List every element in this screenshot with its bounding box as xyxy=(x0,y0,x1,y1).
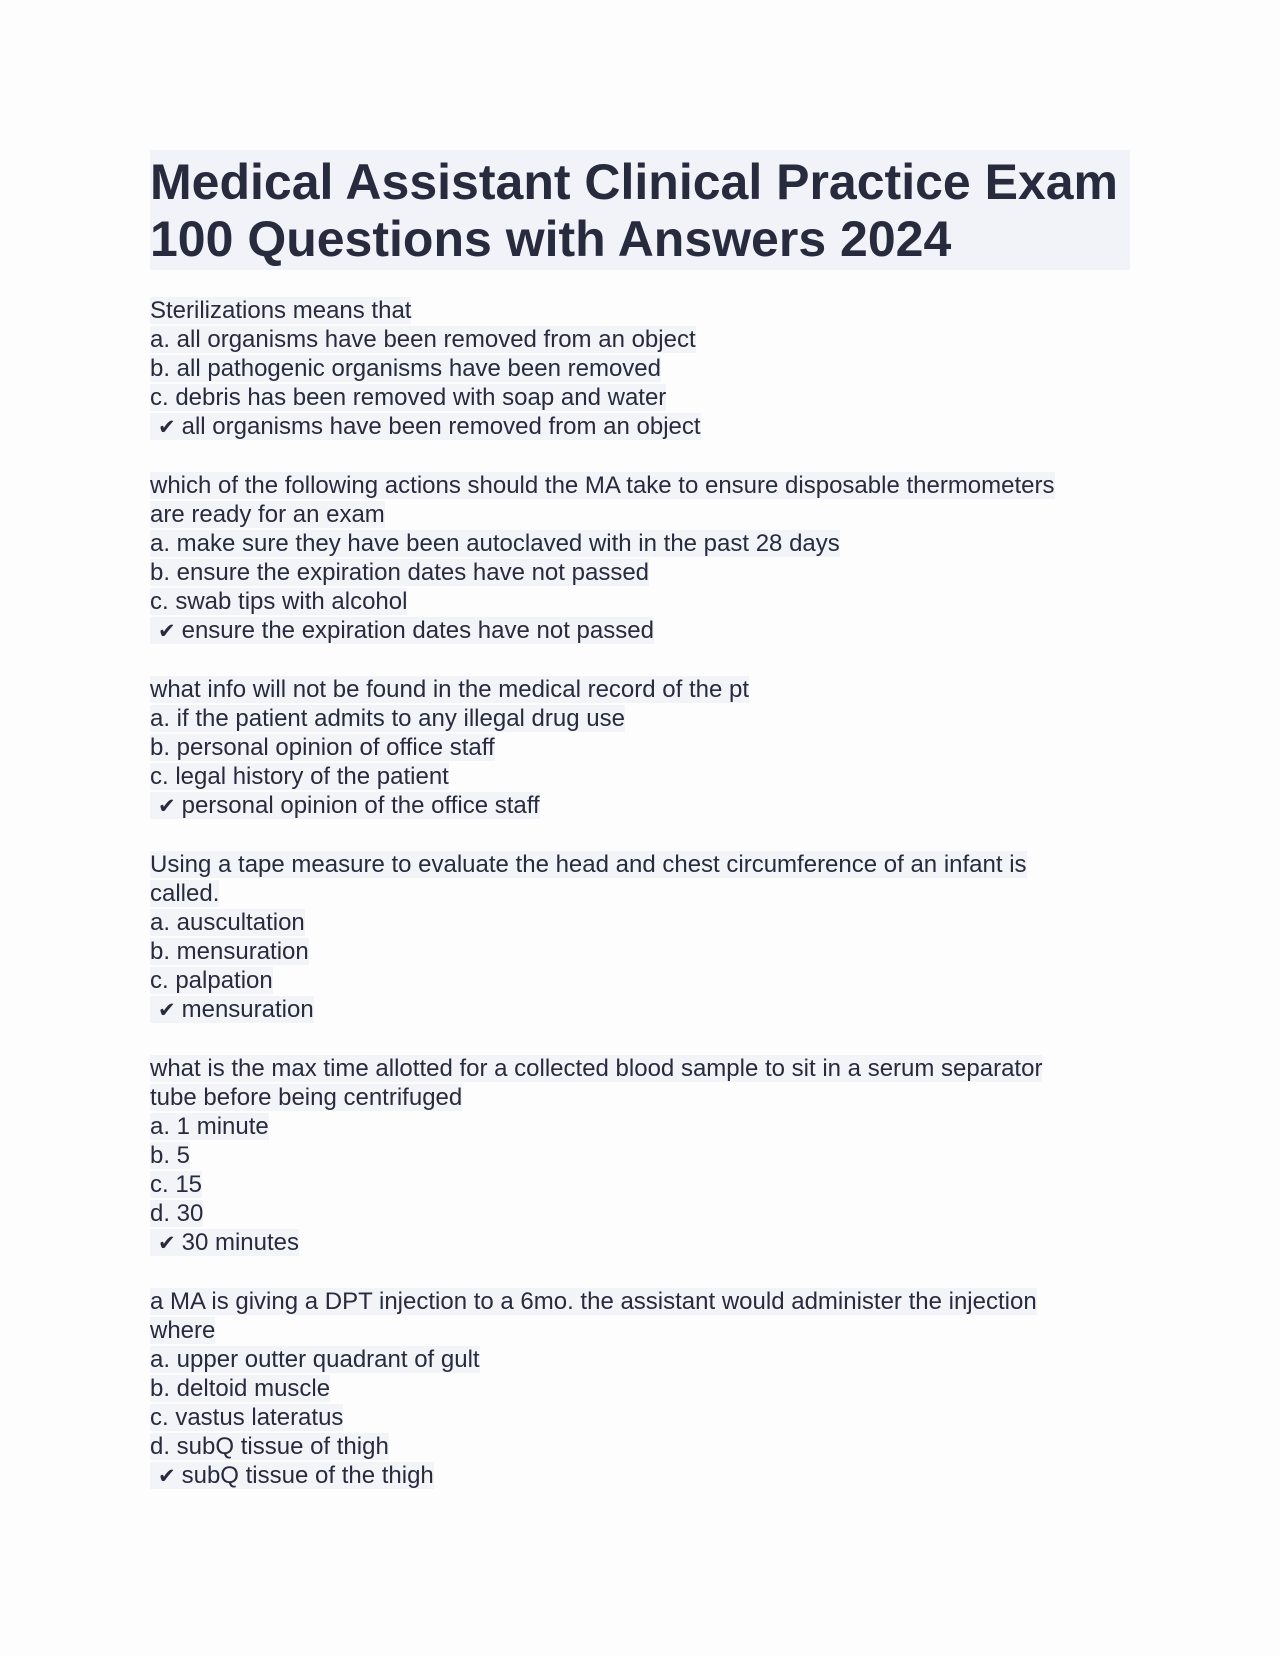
answer-line xyxy=(150,1228,1130,1258)
title-line: Medical Assistant Clinical Practice Exam xyxy=(150,154,1119,210)
answer-line xyxy=(150,1461,1130,1491)
question-text: Sterilizations means that xyxy=(150,297,412,324)
checkmark-icon: ✔ xyxy=(158,1231,176,1255)
option-b: b. mensuration xyxy=(150,938,309,965)
option-a: a. make sure they have been autoclaved with in the past 28 days xyxy=(150,530,840,557)
checkmark-icon: ✔ xyxy=(158,415,176,439)
question-block xyxy=(150,471,1130,646)
answer-line xyxy=(150,995,1130,1025)
option-a: a. upper outter quadrant of gult xyxy=(150,1346,480,1373)
answer-line xyxy=(150,791,1130,821)
question-text: Using a tape measure to evaluate the head and chest circumference of an infant is xyxy=(150,851,1027,878)
answer-text: mensuration xyxy=(181,996,314,1023)
checkmark-icon: ✔ xyxy=(158,619,176,643)
option-c: c. swab tips with alcohol xyxy=(150,588,408,615)
question-block xyxy=(150,296,1130,442)
question-text: a MA is giving a DPT injection to a 6mo. the assistant would administer the injection xyxy=(150,1288,1037,1315)
option-b: b. personal opinion of office staff xyxy=(150,734,495,761)
checkmark-icon: ✔ xyxy=(158,794,176,818)
answer-text: all organisms have been removed from an object xyxy=(181,413,701,440)
question-text: called. xyxy=(150,880,220,907)
option-c: c. 15 xyxy=(150,1171,203,1198)
option-a: a. if the patient admits to any illegal drug use xyxy=(150,705,625,732)
option-c: c. legal history of the patient xyxy=(150,763,449,790)
option-a: a. 1 minute xyxy=(150,1113,269,1140)
option-d: d. subQ tissue of thigh xyxy=(150,1433,389,1460)
document-page xyxy=(150,150,1130,1520)
option-c: c. vastus lateratus xyxy=(150,1404,344,1431)
answer-text: ensure the expiration dates have not passed xyxy=(181,617,654,644)
option-b: b. ensure the expiration dates have not passed xyxy=(150,559,650,586)
option-a: a. all organisms have been removed from an object xyxy=(150,326,696,353)
option-b: b. all pathogenic organisms have been removed xyxy=(150,355,661,382)
question-text: which of the following actions should the MA take to ensure disposable thermometers xyxy=(150,472,1055,499)
option-b: b. 5 xyxy=(150,1142,191,1169)
answer-text: 30 minutes xyxy=(181,1229,300,1256)
option-c: c. debris has been removed with soap and water xyxy=(150,384,667,411)
question-text: are ready for an exam xyxy=(150,501,385,528)
checkmark-icon: ✔ xyxy=(158,1464,176,1488)
question-text: where xyxy=(150,1317,216,1344)
question-text: what is the max time allotted for a collected blood sample to sit in a serum separator xyxy=(150,1055,1043,1082)
question-block xyxy=(150,1054,1130,1258)
answer-text: personal opinion of the office staff xyxy=(181,792,540,819)
answer-text: subQ tissue of the thigh xyxy=(181,1462,434,1489)
title-line: 100 Questions with Answers 2024 xyxy=(150,211,952,267)
answer-line xyxy=(150,616,1130,646)
question-block xyxy=(150,675,1130,821)
option-d: d. 30 xyxy=(150,1200,204,1227)
question-text: what info will not be found in the medical record of the pt xyxy=(150,676,750,703)
answer-line xyxy=(150,412,1130,442)
question-text: tube before being centrifuged xyxy=(150,1084,463,1111)
document-title xyxy=(150,150,1130,270)
question-list xyxy=(150,296,1130,1491)
checkmark-icon: ✔ xyxy=(158,998,176,1022)
option-c: c. palpation xyxy=(150,967,273,994)
option-b: b. deltoid muscle xyxy=(150,1375,331,1402)
question-block xyxy=(150,850,1130,1025)
question-block xyxy=(150,1287,1130,1491)
option-a: a. auscultation xyxy=(150,909,305,936)
